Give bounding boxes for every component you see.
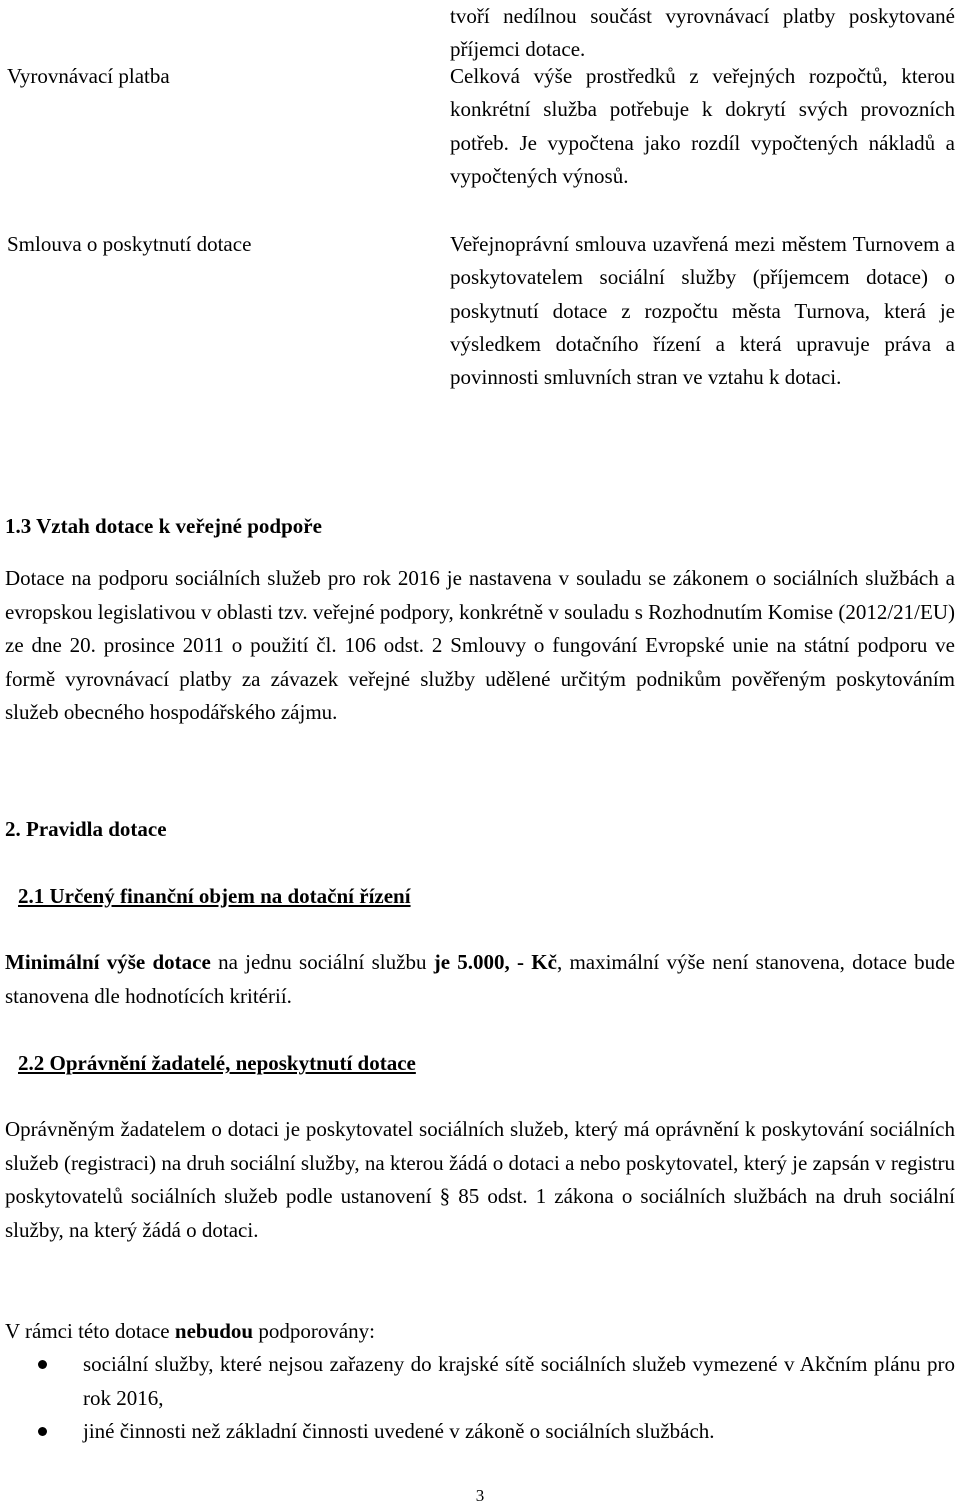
list-item: [0, 1348, 955, 1415]
list-item: [0, 1415, 955, 1449]
section-2-1-heading: 2.1 Určený finanční objem na dotační řízení: [18, 884, 411, 908]
section-1-3-heading: 1.3 Vztah dotace k veřejné podpoře: [5, 514, 322, 538]
exclusions-list: [0, 1348, 955, 1449]
section-1-3-paragraph: Dotace na podporu sociálních služeb pro rok 2016 je nastavena v souladu se zákonem o sociálních službách a evropskou legislativou v oblasti tzv. veřejné podpory, konkrétně v souladu s Rozhodnutím Komise (2012/21/EU) ze dne 20. prosince 2011 o použití čl. 106 odst. 2 Smlouvy o fungování Evropské unie na státní podporu ve formě vyrovnávací platby za závazek veřejné služby udělené určitým podnikům pověřeným poskytováním služeb obecného hospodářského zájmu.: [5, 566, 955, 724]
min-amount-label: Minimální výše dotace: [5, 950, 211, 974]
definition-term: Smlouva o poskytnutí dotace: [7, 232, 252, 256]
not-supported-emphasis: nebudou: [174, 1319, 254, 1343]
definition-text: Veřejnoprávní smlouva uzavřená mezi městem Turnovem a poskytovatelem sociální služby (příjemcem dotace) o poskytnutí dotace z rozpočtu města Turnova, která je výsledkem dotačního řízení a která upravuje práva a povinnosti smluvních stran ve vztahu k dotaci.: [450, 232, 955, 390]
exclusions-intro: [5, 1315, 955, 1348]
list-item-text: sociální služby, které nejsou zařazeny do krajské sítě sociálních služeb vymezené v Akčním plánu pro rok 2016,: [83, 1352, 955, 1410]
definition-term: Vyrovnávací platba: [7, 64, 170, 88]
bullet-icon: [38, 1427, 47, 1436]
section-2-2-paragraph: Oprávněným žadatelem o dotaci je poskytovatel sociálních služeb, který má oprávnění k poskytování sociálních služeb (registraci) na druh sociální služby, na kterou žádá o dotaci a nebo poskytovatel, který je zapsán v registru poskytovatelů sociálních služeb podle ustanovení § 85 odst. 1 zákona o sociálních službách na druh sociální služby, na který žádá o dotaci.: [5, 1117, 955, 1242]
section-2-2-heading: 2.2 Oprávnění žadatelé, neposkytnutí dotace: [18, 1051, 416, 1075]
bullet-icon: [38, 1360, 47, 1369]
page-number: 3: [475, 1486, 485, 1505]
section-2-1-paragraph: [5, 946, 955, 1013]
list-item-text: jiné činnosti než základní činnosti uvedené v zákoně o sociálních službách.: [83, 1419, 715, 1443]
text-span: , maximální výše není stanovena, dotace bude stanovena dle hodnotících kritérií.: [5, 950, 955, 1008]
definition-text: Celková výše prostředků z veřejných rozpočtů, kterou konkrétní služba potřebuje k dokrytí svých provozních potřeb. Je vypočtena jako rozdíl vypočtených nákladů a vypočtených výnosů.: [450, 64, 955, 188]
min-amount-value: je 5.000, - Kč: [433, 950, 557, 974]
section-2-heading: 2. Pravidla dotace: [5, 817, 167, 841]
text-span: V rámci této dotace: [5, 1319, 175, 1343]
text-span: na jednu sociální službu: [210, 950, 434, 974]
text-span: podporovány:: [253, 1319, 376, 1343]
definition-text: tvoří nedílnou součást vyrovnávací platby poskytované příjemci dotace.: [450, 4, 955, 62]
